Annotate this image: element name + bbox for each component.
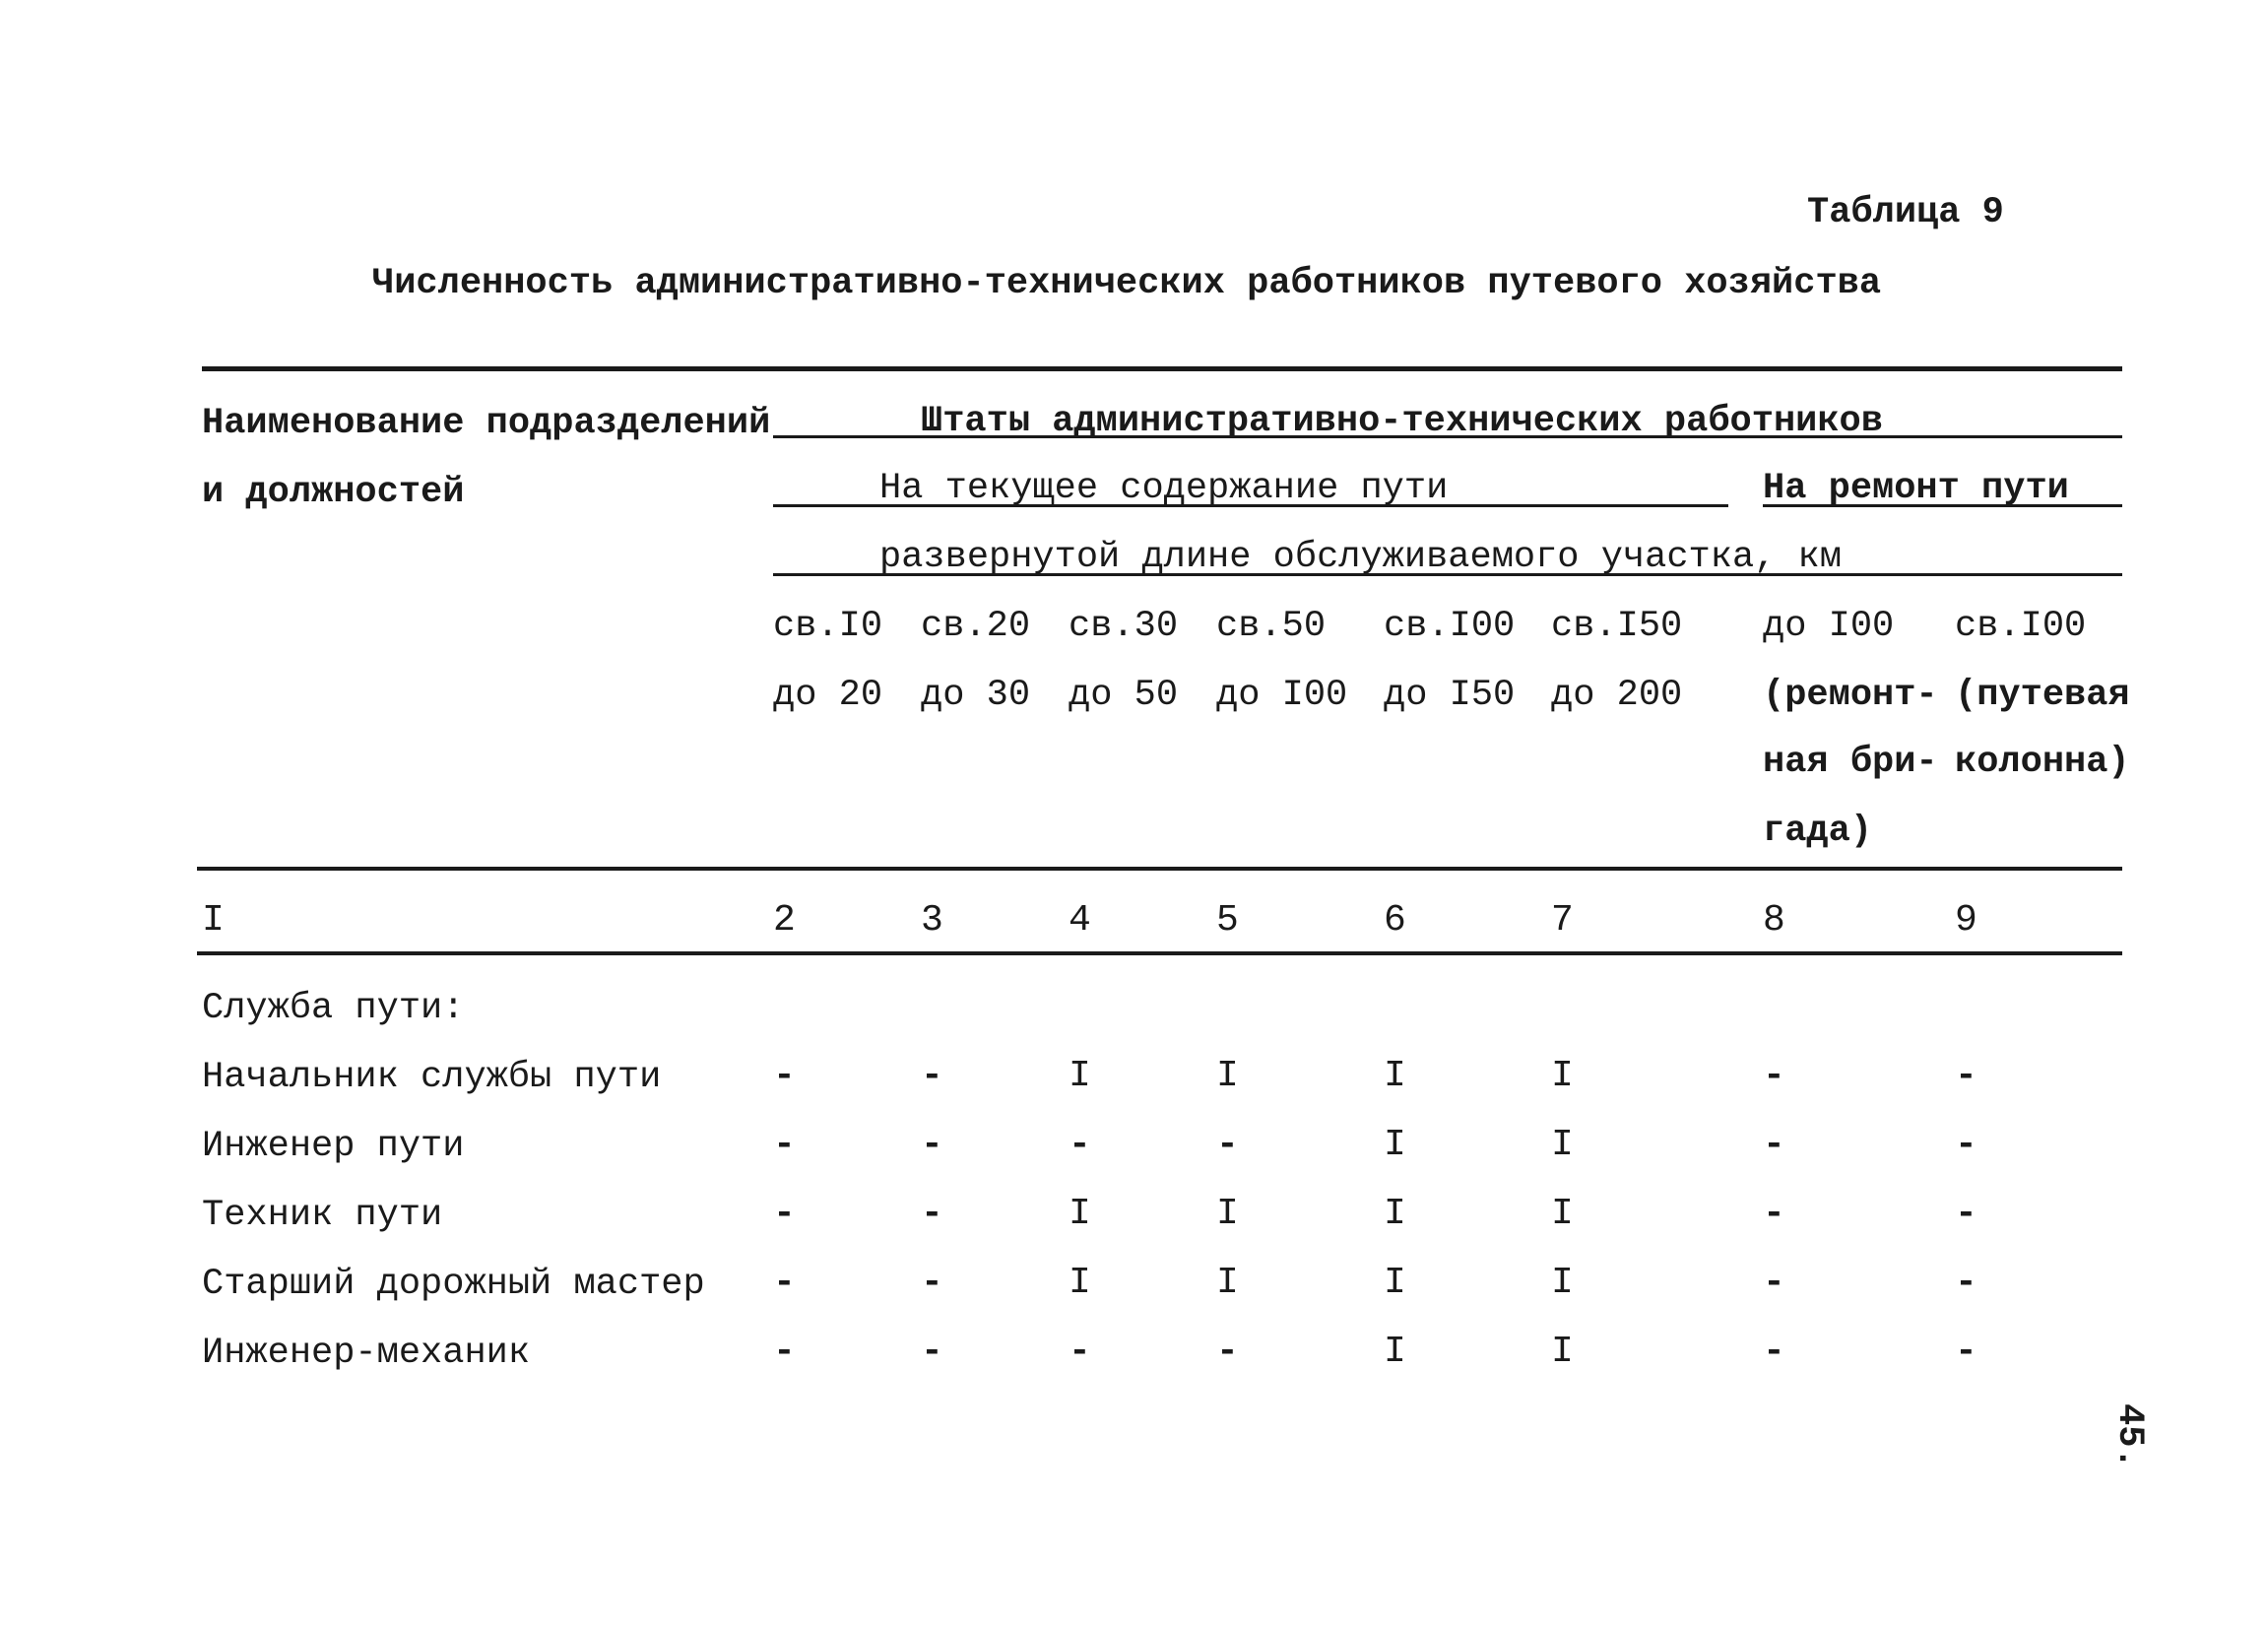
table-title: Численность административно-технических работников путевого хозяйства xyxy=(372,263,1882,304)
table-cell: I xyxy=(1384,1193,1406,1235)
table-cell: I xyxy=(1384,1331,1406,1373)
repair-col8-line3: ная бри- xyxy=(1763,742,1938,783)
table-cell: I xyxy=(1551,1193,1574,1235)
table-cell: - xyxy=(1763,1055,1785,1097)
table-cell: - xyxy=(1763,1124,1785,1166)
table-cell: - xyxy=(921,1262,943,1304)
table-cell: I xyxy=(1216,1193,1239,1235)
repair-col8-line4: гада) xyxy=(1763,811,1873,852)
top-rule xyxy=(202,366,2122,371)
table-cell: I xyxy=(1551,1262,1574,1304)
range-col2-line1: св.I0 xyxy=(773,606,883,647)
table-cell: I xyxy=(1551,1331,1574,1373)
header-bottom-rule xyxy=(197,867,2122,871)
row-name: Старший дорожный мастер xyxy=(202,1264,705,1305)
table-cell: - xyxy=(921,1124,943,1166)
table-cell: - xyxy=(1955,1331,1977,1373)
range-col7-line1: св.I50 xyxy=(1551,606,1683,647)
row-name: Инженер-механик xyxy=(202,1333,531,1374)
repair-col8-line1: до I00 xyxy=(1763,606,1895,647)
range-col5-line1: св.50 xyxy=(1216,606,1327,647)
col-number-7: 7 xyxy=(1551,899,1574,942)
table-cell: - xyxy=(921,1193,943,1235)
table-cell: I xyxy=(1384,1124,1406,1166)
repair-col9-line2: (путевая xyxy=(1955,675,2130,716)
col-number-4: 4 xyxy=(1069,899,1091,942)
table-cell: - xyxy=(1955,1193,1977,1235)
row-name: Инженер пути xyxy=(202,1126,465,1167)
table-cell: I xyxy=(1384,1262,1406,1304)
table-cell: - xyxy=(773,1331,796,1373)
row-name: Начальник службы пути xyxy=(202,1057,662,1098)
table-cell: - xyxy=(1763,1331,1785,1373)
page-number: 45. xyxy=(2108,1403,2150,1469)
col1-header-line1: Наименование подразделений xyxy=(202,403,771,444)
table-cell: - xyxy=(773,1124,796,1166)
table-cell: I xyxy=(1069,1193,1091,1235)
table-cell: - xyxy=(773,1055,796,1097)
repair-col9-line3: колонна) xyxy=(1955,742,2130,783)
row-name: Техник пути xyxy=(202,1195,443,1236)
repair-heading: На ремонт пути xyxy=(1763,468,2069,509)
table-cell: - xyxy=(773,1193,796,1235)
table-cell: - xyxy=(1069,1124,1091,1166)
range-col7-line2: до 200 xyxy=(1551,675,1683,716)
table-cell: - xyxy=(1216,1124,1239,1166)
range-col6-line2: до I50 xyxy=(1384,675,1516,716)
section-heading: Служба пути: xyxy=(202,988,465,1029)
table-cell: - xyxy=(1955,1055,1977,1097)
table-cell: - xyxy=(1955,1262,1977,1304)
table-cell: I xyxy=(1551,1055,1574,1097)
repair-col9-line1: св.I00 xyxy=(1955,606,2087,647)
range-col5-line2: до I00 xyxy=(1216,675,1348,716)
range-col3-line2: до 30 xyxy=(921,675,1031,716)
table-cell: - xyxy=(773,1262,796,1304)
numbers-bottom-rule xyxy=(197,951,2122,955)
table-label: Таблица 9 xyxy=(1807,192,2004,233)
table-cell: I xyxy=(1551,1124,1574,1166)
staff-heading: Штаты административно-технических работников xyxy=(921,401,1883,442)
col-number-3: 3 xyxy=(921,899,943,942)
table-cell: I xyxy=(1069,1262,1091,1304)
range-col6-line1: св.I00 xyxy=(1384,606,1516,647)
col-number-9: 9 xyxy=(1955,899,1977,942)
range-col3-line1: св.20 xyxy=(921,606,1031,647)
table-cell: - xyxy=(1763,1193,1785,1235)
table-cell: - xyxy=(1955,1124,1977,1166)
current-heading: На текущее содержание пути xyxy=(879,468,1449,509)
repair-col8-line2: (ремонт- xyxy=(1763,675,1938,716)
table-cell: - xyxy=(921,1055,943,1097)
range-col4-line2: до 50 xyxy=(1069,675,1179,716)
table-cell: - xyxy=(921,1331,943,1373)
table-cell: - xyxy=(1069,1331,1091,1373)
table-cell: I xyxy=(1384,1055,1406,1097)
col1-header-line2: и должностей xyxy=(202,472,465,513)
table-cell: I xyxy=(1069,1055,1091,1097)
col-number-8: 8 xyxy=(1763,899,1785,942)
col-number-6: 6 xyxy=(1384,899,1406,942)
range-col2-line2: до 20 xyxy=(773,675,883,716)
table-cell: I xyxy=(1216,1055,1239,1097)
col-number-1: I xyxy=(202,899,225,942)
range-col4-line1: св.30 xyxy=(1069,606,1179,647)
table-cell: - xyxy=(1763,1262,1785,1304)
length-heading: развернутой длине обслуживаемого участка, км xyxy=(879,537,1842,578)
table-cell: - xyxy=(1216,1331,1239,1373)
col-number-2: 2 xyxy=(773,899,796,942)
col-number-5: 5 xyxy=(1216,899,1239,942)
table-cell: I xyxy=(1216,1262,1239,1304)
